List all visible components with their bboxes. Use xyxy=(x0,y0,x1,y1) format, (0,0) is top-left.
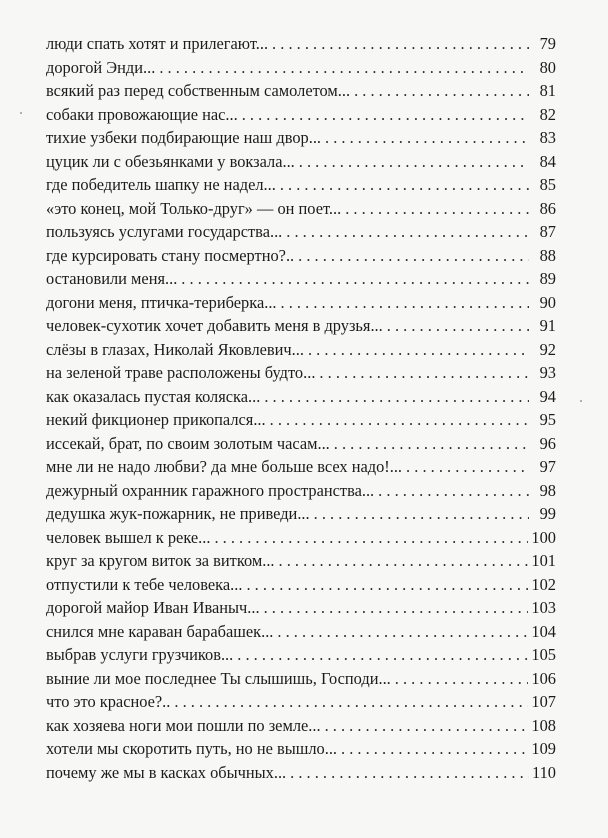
toc-entry-title: иссекай, брат, по своим золотым часам... xyxy=(46,433,330,453)
toc-entry-title: на зеленой траве расположены будто... xyxy=(46,363,316,382)
toc-entry-title: как хозяева ноги мои пошли по земле... xyxy=(46,715,321,735)
toc-entry xyxy=(46,103,556,127)
toc-entry xyxy=(46,408,556,432)
toc-entry-page-number: 95 xyxy=(539,410,556,429)
dot-leader xyxy=(286,220,529,244)
toc-entry-page-number: 110 xyxy=(532,762,556,782)
dot-leader xyxy=(281,291,529,315)
toc-entry-page-number: 97 xyxy=(539,457,556,476)
toc-entry-page-number: 84 xyxy=(539,151,556,171)
toc-entry-title: тихие узбеки подбирающие наш двор... xyxy=(46,128,322,147)
dot-leader xyxy=(277,620,528,644)
toc-entry-title: выние ли мое последнее Ты слышишь, Господи... xyxy=(46,668,391,688)
dot-leader xyxy=(174,690,528,714)
toc-entry xyxy=(46,667,556,691)
toc-entry-title: что это красное?.. xyxy=(46,692,171,711)
dot-leader xyxy=(299,150,529,174)
dot-leader xyxy=(354,79,529,103)
toc-entry-page-number: 87 xyxy=(539,222,556,241)
toc-entry xyxy=(46,596,556,620)
toc-entry xyxy=(46,479,556,503)
dot-leader xyxy=(319,361,529,385)
toc-entry-page-number: 92 xyxy=(539,339,556,359)
toc-entry-page-number: 81 xyxy=(539,81,556,100)
toc-entry-page-number: 83 xyxy=(539,128,556,147)
toc-entry-page-number: 108 xyxy=(531,715,556,735)
toc-entry-title: выбрав услуги грузчиков... xyxy=(46,645,234,664)
toc-entry xyxy=(46,126,556,150)
toc-entry-title: дорогой Энди... xyxy=(46,57,156,77)
toc-entry-page-number: 86 xyxy=(539,198,556,218)
toc-entry xyxy=(46,432,556,456)
toc-entry-page-number: 85 xyxy=(539,175,556,194)
dot-leader xyxy=(264,385,529,409)
dot-leader xyxy=(279,549,529,573)
toc-entry-title: дедушка жук-пожарник, не приведи... xyxy=(46,504,310,523)
dot-leader xyxy=(242,103,529,127)
toc-entry-page-number: 90 xyxy=(539,292,556,312)
toc-entry xyxy=(46,620,556,644)
toc-entry xyxy=(46,573,556,597)
toc-entry-page-number: 102 xyxy=(531,574,556,594)
toc-entry-title: дежурный охранник гаражного пространства... xyxy=(46,480,375,500)
toc-entry-title: человек-сухотик хочет добавить меня в друзья... xyxy=(46,316,383,335)
dot-leader xyxy=(325,126,529,150)
dot-leader xyxy=(181,267,529,291)
toc-entry xyxy=(46,220,556,244)
dot-leader xyxy=(290,761,529,785)
toc-entry-page-number: 109 xyxy=(531,739,556,758)
toc-entry-page-number: 100 xyxy=(531,527,556,547)
dot-leader xyxy=(325,714,529,738)
toc-entry-title: люди спать хотят и прилегают... xyxy=(46,34,269,53)
toc-entry xyxy=(46,173,556,197)
dot-leader xyxy=(314,502,529,526)
toc-entry xyxy=(46,502,556,526)
toc-entry-page-number: 82 xyxy=(539,104,556,124)
dot-leader xyxy=(308,338,529,362)
toc-entry-title: дорогой майор Иван Иваныч... xyxy=(46,598,260,617)
dot-leader xyxy=(387,314,529,338)
dot-leader xyxy=(280,173,529,197)
toc-entry-page-number: 107 xyxy=(531,692,556,711)
toc-entry-page-number: 106 xyxy=(531,668,556,688)
dot-leader xyxy=(395,667,529,691)
toc-entry xyxy=(46,267,556,291)
toc-entry xyxy=(46,150,556,174)
toc-entry xyxy=(46,32,556,56)
toc-entry xyxy=(46,643,556,667)
toc-entry-page-number: 93 xyxy=(539,363,556,382)
toc-entry-page-number: 79 xyxy=(539,34,556,53)
toc-entry-page-number: 105 xyxy=(531,645,556,664)
dot-leader xyxy=(406,455,529,479)
toc-entry-title: круг за кругом виток за витком... xyxy=(46,551,275,570)
toc-entry xyxy=(46,361,556,385)
dot-leader xyxy=(159,56,529,80)
dot-leader xyxy=(378,479,529,503)
toc-entry-page-number: 103 xyxy=(531,598,556,617)
toc-entry xyxy=(46,244,556,268)
toc-entry-page-number: 99 xyxy=(539,504,556,523)
toc-entry-title: собаки провожающие нас... xyxy=(46,104,238,124)
toc-entry-title: почему же мы в касках обычных... xyxy=(46,762,287,782)
toc-entry xyxy=(46,690,556,714)
toc-entry-title: цуцик ли с обезьянками у вокзала... xyxy=(46,151,295,171)
toc-entry-title: хотели мы скоротить путь, но не вышло... xyxy=(46,739,338,758)
toc-entry-page-number: 91 xyxy=(539,316,556,335)
toc-entry-title: остановили меня... xyxy=(46,269,178,288)
toc-entry xyxy=(46,737,556,761)
toc-entry-title: где курсировать стану посмертно?.. xyxy=(46,245,295,265)
toc-entry xyxy=(46,455,556,479)
toc-entry xyxy=(46,385,556,409)
dot-leader xyxy=(270,408,529,432)
dot-leader xyxy=(334,432,529,456)
toc-entry-title: догони меня, птичка-териберка... xyxy=(46,292,277,312)
toc-entry xyxy=(46,526,556,550)
toc-entry xyxy=(46,314,556,338)
toc-entry-page-number: 80 xyxy=(539,57,556,77)
dot-leader xyxy=(214,526,528,550)
toc-entry-title: всякий раз перед собственным самолетом... xyxy=(46,81,351,100)
toc-entry-title: человек вышел к реке... xyxy=(46,527,211,547)
dot-leader xyxy=(341,737,528,761)
toc-entry-title: некий фикционер прикопался... xyxy=(46,410,266,429)
toc-entry-title: где победитель шапку не надел... xyxy=(46,175,276,194)
toc-entry xyxy=(46,338,556,362)
dot-leader xyxy=(345,197,529,221)
toc-entry xyxy=(46,79,556,103)
toc-entry xyxy=(46,56,556,80)
toc-entry-title: как оказалась пустая коляска... xyxy=(46,386,261,406)
table-of-contents xyxy=(46,32,556,784)
dot-leader xyxy=(237,643,528,667)
toc-entry-page-number: 104 xyxy=(531,621,556,641)
toc-entry xyxy=(46,714,556,738)
toc-entry-page-number: 88 xyxy=(539,245,556,265)
toc-entry xyxy=(46,291,556,315)
toc-entry-page-number: 96 xyxy=(539,433,556,453)
toc-entry-title: слёзы в глазах, Николай Яковлевич... xyxy=(46,339,304,359)
toc-entry-page-number: 89 xyxy=(539,269,556,288)
toc-entry xyxy=(46,549,556,573)
toc-entry-title: пользуясь услугами государства... xyxy=(46,222,283,241)
dot-leader xyxy=(272,32,529,56)
toc-entry-page-number: 101 xyxy=(531,551,556,570)
toc-entry-title: отпустили к тебе человека... xyxy=(46,574,243,594)
dot-leader xyxy=(298,244,529,268)
toc-entry xyxy=(46,761,556,785)
toc-entry-title: мне ли не надо любви? да мне больше всех надо!... xyxy=(46,457,403,476)
dot-leader xyxy=(246,573,528,597)
toc-entry-page-number: 98 xyxy=(539,480,556,500)
dot-leader xyxy=(264,596,529,620)
toc-entry-page-number: 94 xyxy=(539,386,556,406)
toc-entry-title: снился мне караван барабашек... xyxy=(46,621,274,641)
toc-entry xyxy=(46,197,556,221)
toc-entry-title: «это конец, мой Только-друг» — он поет... xyxy=(46,198,342,218)
